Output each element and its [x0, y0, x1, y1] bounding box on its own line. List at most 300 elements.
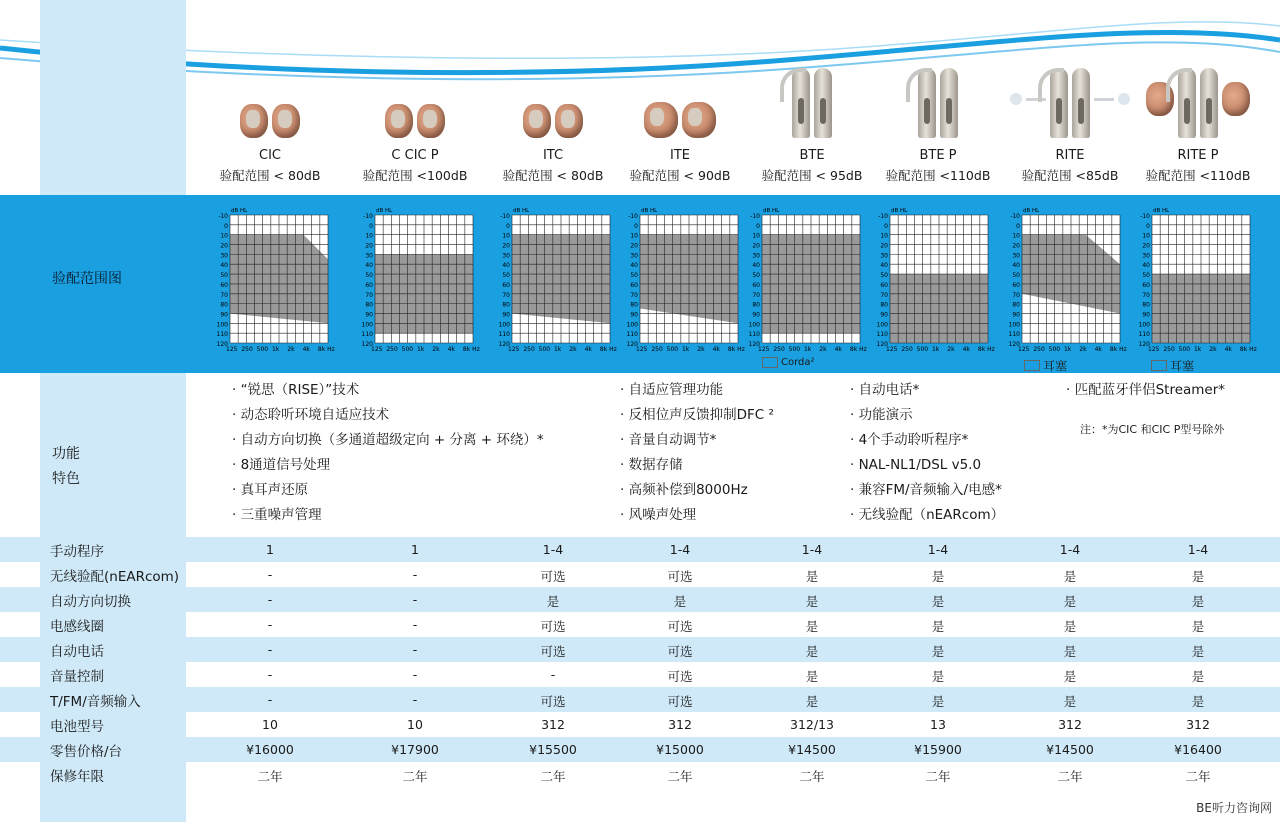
y-tick-label: 90 — [752, 311, 760, 319]
table-cell: 是 — [1063, 594, 1077, 609]
table-cell: 是 — [805, 594, 819, 609]
hearing-aid-image — [350, 60, 480, 138]
hearing-aid-image — [1005, 60, 1135, 138]
table-cell: 可选 — [540, 694, 566, 709]
table-cell: 可选 — [540, 619, 566, 634]
y-tick-label: 80 — [502, 301, 510, 309]
features-note: 注：*为CIC 和CIC P型号除外 — [1080, 423, 1225, 436]
y-tick-label: 20 — [220, 242, 228, 250]
y-tick-label: 20 — [630, 242, 638, 250]
audiogram-5 — [872, 205, 1000, 355]
y-tick-label: 20 — [502, 242, 510, 250]
product-name: C CIC P — [391, 148, 439, 163]
y-tick-label: 10 — [752, 232, 760, 240]
y-tick-label: 10 — [502, 232, 510, 240]
feature-item: · 风噪声处理 — [620, 507, 697, 523]
y-tick-label: 70 — [630, 291, 638, 299]
table-cell: 是 — [1191, 694, 1205, 709]
x-tick-label: 500 — [666, 346, 679, 353]
table-cell: - — [550, 667, 556, 682]
hearing-aid-image — [488, 60, 618, 138]
hearing-aid-image — [615, 60, 745, 138]
audiogram-2 — [494, 205, 622, 355]
table-cell: 10 — [407, 717, 423, 732]
table-cell: 是 — [1063, 669, 1077, 684]
table-cell: 是 — [673, 594, 687, 609]
y-tick-label: 50 — [220, 272, 228, 280]
table-cell: - — [412, 692, 418, 707]
table-cell: 可选 — [667, 694, 693, 709]
table-cell: 是 — [1063, 644, 1077, 659]
table-cell: 二年 — [667, 769, 693, 784]
feature-item: · 自适应管理功能 — [620, 382, 724, 398]
y-tick-label: 70 — [752, 291, 760, 299]
y-tick-label: -10 — [750, 213, 760, 220]
feature-item: · 反相位声反馈抑制DFC ² — [620, 407, 774, 423]
y-tick-label: 0 — [1016, 222, 1020, 230]
unit-label: dB HL — [376, 208, 393, 214]
row-label: 手动程序 — [50, 544, 104, 560]
y-tick-label: 80 — [880, 301, 888, 309]
table-cell: 312 — [1058, 717, 1082, 732]
y-tick-label: 30 — [630, 252, 638, 260]
y-tick-label: 60 — [502, 281, 510, 289]
x-tick-label: 250 — [651, 346, 663, 353]
table-cell: ¥15900 — [914, 742, 962, 757]
x-tick-label: 1k — [931, 346, 940, 353]
y-tick-label: 70 — [365, 291, 373, 299]
table-cell: 是 — [931, 569, 945, 584]
y-tick-label: 100 — [1138, 321, 1150, 329]
table-cell: 1-4 — [1059, 542, 1081, 557]
x-tick-label: 2k — [947, 346, 955, 353]
table-row — [0, 587, 1280, 612]
audiogram-4 — [744, 205, 872, 355]
product-range: 验配范围 < 95dB — [761, 168, 863, 183]
y-tick-label: 120 — [498, 341, 510, 348]
product-0 — [205, 60, 335, 184]
feature-item: · 音量自动调节* — [620, 432, 717, 448]
y-tick-label: -10 — [500, 213, 510, 220]
y-tick-label: 50 — [1012, 272, 1020, 280]
table-cell: 312 — [541, 717, 565, 732]
y-tick-label: -10 — [628, 213, 638, 220]
y-tick-label: 90 — [630, 311, 638, 319]
feature-item: · 数据存储 — [620, 457, 683, 473]
table-cell: ¥14500 — [1046, 742, 1094, 757]
y-tick-label: 80 — [1142, 301, 1150, 309]
y-tick-label: 120 — [626, 341, 638, 348]
y-tick-label: 80 — [1012, 301, 1020, 309]
legend-earplug-rite: 耳塞 — [1024, 357, 1067, 374]
table-cell: 1-4 — [927, 542, 949, 557]
features-column-4 — [1066, 378, 1225, 403]
table-cell: 可选 — [540, 644, 566, 659]
y-tick-label: 110 — [626, 331, 638, 339]
y-tick-label: 20 — [880, 242, 888, 250]
row-label: 音量控制 — [50, 669, 104, 685]
y-tick-label: 40 — [365, 262, 373, 270]
table-cell: 是 — [1063, 569, 1077, 584]
fitting-range-label: 验配范围图 — [52, 271, 122, 287]
y-tick-label: 0 — [1146, 222, 1150, 230]
y-tick-label: 100 — [748, 321, 760, 329]
legend-box-icon — [1151, 360, 1167, 371]
footer-watermark: BE听力咨询网 — [1196, 801, 1272, 815]
y-tick-label: 10 — [365, 232, 373, 240]
feature-item: · 兼容FM/音频输入/电感* — [850, 482, 1002, 498]
x-tick-label: 125 — [1148, 346, 1160, 353]
table-cell: ¥17900 — [391, 742, 439, 757]
x-tick-label: 500 — [916, 346, 929, 353]
x-tick-label: 500 — [401, 346, 414, 353]
y-tick-label: 10 — [220, 232, 228, 240]
x-tick-label: 250 — [1033, 346, 1045, 353]
x-tick-label: 8k Hz — [849, 346, 867, 353]
x-tick-label: 4k — [584, 346, 592, 353]
table-cell: 13 — [930, 717, 946, 732]
x-tick-label: 2k — [819, 346, 827, 353]
x-tick-label: 1k — [803, 346, 812, 353]
y-tick-label: 10 — [1142, 232, 1150, 240]
x-tick-label: 125 — [636, 346, 648, 353]
hearing-aid-image — [747, 60, 877, 138]
product-name: BTE P — [919, 148, 957, 163]
feature-item: · 真耳声还原 — [232, 482, 309, 498]
y-tick-label: 120 — [1138, 341, 1150, 348]
row-label: T/FM/音频输入 — [50, 694, 141, 710]
x-tick-label: 4k — [1224, 346, 1232, 353]
y-tick-label: 90 — [1012, 311, 1020, 319]
table-cell: 可选 — [667, 669, 693, 684]
product-name: RITE P — [1177, 148, 1219, 163]
y-tick-label: 40 — [880, 262, 888, 270]
feature-item: · “锐思（RISE）”技术 — [232, 382, 360, 398]
x-tick-label: 4k — [302, 346, 310, 353]
x-tick-label: 1k — [1063, 346, 1072, 353]
x-tick-label: 250 — [773, 346, 785, 353]
table-cell: ¥16000 — [246, 742, 294, 757]
x-tick-label: 4k — [712, 346, 720, 353]
y-tick-label: 50 — [1142, 272, 1150, 280]
y-tick-label: 60 — [1142, 281, 1150, 289]
x-tick-label: 500 — [1048, 346, 1061, 353]
product-name: ITE — [670, 148, 690, 163]
table-row — [0, 687, 1280, 712]
x-tick-label: 8k Hz — [462, 346, 480, 353]
table-cell: 是 — [1191, 644, 1205, 659]
table-cell: ¥14500 — [788, 742, 836, 757]
x-tick-label: 500 — [788, 346, 801, 353]
x-tick-label: 2k — [1209, 346, 1217, 353]
y-tick-label: 40 — [220, 262, 228, 270]
feature-item: · NAL-NL1/DSL v5.0 — [850, 457, 982, 473]
table-cell: - — [267, 567, 273, 582]
y-tick-label: 30 — [752, 252, 760, 260]
y-tick-label: 40 — [1012, 262, 1020, 270]
y-tick-label: 80 — [365, 301, 373, 309]
table-cell: 是 — [805, 669, 819, 684]
product-range: 验配范围 <110dB — [885, 168, 991, 183]
y-tick-label: 40 — [630, 262, 638, 270]
table-cell: 是 — [931, 594, 945, 609]
x-tick-label: 8k Hz — [599, 346, 617, 353]
y-tick-label: 120 — [876, 341, 888, 348]
x-tick-label: 4k — [1094, 346, 1102, 353]
y-tick-label: 30 — [880, 252, 888, 260]
y-tick-label: 110 — [1008, 331, 1020, 339]
y-tick-label: 0 — [884, 222, 888, 230]
y-tick-label: 110 — [216, 331, 228, 339]
y-tick-label: 60 — [365, 281, 373, 289]
product-name: CIC — [259, 148, 281, 163]
y-tick-label: 90 — [880, 311, 888, 319]
feature-item: · 三重噪声管理 — [232, 507, 322, 523]
unit-label: dB HL — [513, 208, 530, 214]
y-tick-label: 120 — [361, 341, 373, 348]
feature-item: · 高频补偿到8000Hz — [620, 482, 748, 498]
product-2 — [488, 60, 618, 184]
table-cell: 是 — [546, 594, 560, 609]
product-range: 验配范围 < 90dB — [629, 168, 731, 183]
x-tick-label: 125 — [508, 346, 520, 353]
table-cell: - — [267, 592, 273, 607]
y-tick-label: 50 — [365, 272, 373, 280]
feature-item: · 匹配蓝牙伴侣Streamer* — [1066, 382, 1226, 398]
table-cell: 10 — [262, 717, 278, 732]
y-tick-label: 90 — [502, 311, 510, 319]
y-tick-label: 110 — [748, 331, 760, 339]
table-cell: 可选 — [667, 619, 693, 634]
product-1 — [350, 60, 480, 184]
table-cell: 312 — [1186, 717, 1210, 732]
y-tick-label: 40 — [752, 262, 760, 270]
x-tick-label: 125 — [371, 346, 383, 353]
table-cell: 是 — [805, 619, 819, 634]
table-cell: ¥15000 — [656, 742, 704, 757]
y-tick-label: 90 — [220, 311, 228, 319]
table-cell: - — [412, 642, 418, 657]
hearing-aid-image — [205, 60, 335, 138]
table-cell: - — [412, 617, 418, 632]
x-tick-label: 4k — [962, 346, 970, 353]
product-4 — [747, 60, 877, 184]
feature-item: · 4个手动聆听程序* — [850, 432, 969, 448]
x-tick-label: 8k Hz — [727, 346, 745, 353]
table-cell: 是 — [931, 669, 945, 684]
row-label: 自动方向切换 — [50, 594, 131, 610]
x-tick-label: 8k Hz — [977, 346, 995, 353]
table-cell: 是 — [1191, 619, 1205, 634]
y-tick-label: 80 — [752, 301, 760, 309]
x-tick-label: 2k — [697, 346, 705, 353]
legend-box-icon — [1024, 360, 1040, 371]
y-tick-label: 80 — [220, 301, 228, 309]
x-tick-label: 125 — [226, 346, 238, 353]
table-cell: - — [267, 667, 273, 682]
y-tick-label: 30 — [1012, 252, 1020, 260]
table-cell: 是 — [1063, 619, 1077, 634]
y-tick-label: 50 — [880, 272, 888, 280]
x-tick-label: 2k — [432, 346, 440, 353]
y-tick-label: 110 — [876, 331, 888, 339]
y-tick-label: 30 — [220, 252, 228, 260]
y-tick-label: 10 — [630, 232, 638, 240]
y-tick-label: 100 — [626, 321, 638, 329]
y-tick-label: 60 — [220, 281, 228, 289]
y-tick-label: 100 — [1008, 321, 1020, 329]
product-range: 验配范围 <110dB — [1145, 168, 1251, 183]
table-row — [0, 762, 1280, 787]
y-tick-label: 40 — [502, 262, 510, 270]
y-tick-label: 70 — [880, 291, 888, 299]
feature-item: · 自动电话* — [850, 382, 920, 398]
feature-item: · 功能演示 — [850, 407, 913, 423]
table-cell: 二年 — [799, 769, 825, 784]
feature-item: · 动态聆听环境自适应技术 — [232, 407, 390, 423]
y-tick-label: 20 — [365, 242, 373, 250]
unit-label: dB HL — [1153, 208, 1170, 214]
y-tick-label: 70 — [502, 291, 510, 299]
product-name: ITC — [542, 148, 564, 163]
y-tick-label: 60 — [1012, 281, 1020, 289]
table-cell: 是 — [931, 644, 945, 659]
table-row — [0, 737, 1280, 762]
y-tick-label: 0 — [224, 222, 228, 230]
row-label: 无线验配(nEARcom) — [50, 569, 180, 585]
table-cell: 是 — [805, 644, 819, 659]
table-cell: 1 — [411, 542, 419, 557]
y-tick-label: 100 — [361, 321, 373, 329]
table-cell: 可选 — [667, 569, 693, 584]
table-cell: 可选 — [540, 569, 566, 584]
table-row — [0, 712, 1280, 737]
y-tick-label: 20 — [752, 242, 760, 250]
y-tick-label: 70 — [1142, 291, 1150, 299]
table-cell: 是 — [931, 694, 945, 709]
table-cell: 是 — [805, 569, 819, 584]
y-tick-label: 120 — [1008, 341, 1020, 348]
x-tick-label: 1k — [271, 346, 280, 353]
y-tick-label: 30 — [502, 252, 510, 260]
x-tick-label: 250 — [523, 346, 535, 353]
y-tick-label: 50 — [630, 272, 638, 280]
y-tick-label: 30 — [1142, 252, 1150, 260]
y-tick-label: 20 — [1012, 242, 1020, 250]
table-row — [0, 537, 1280, 562]
unit-label: dB HL — [641, 208, 658, 214]
y-tick-label: 110 — [361, 331, 373, 339]
hearing-aid-image — [873, 60, 1003, 138]
product-name: BTE — [799, 148, 825, 163]
row-label: 保修年限 — [50, 769, 104, 785]
unit-label: dB HL — [763, 208, 780, 214]
x-tick-label: 250 — [1163, 346, 1175, 353]
y-tick-label: 50 — [752, 272, 760, 280]
feature-item: · 自动方向切换（多通道超级定向 + 分离 + 环绕）* — [232, 432, 544, 448]
table-cell: - — [412, 592, 418, 607]
y-tick-label: -10 — [1140, 213, 1150, 220]
x-tick-label: 125 — [758, 346, 770, 353]
features-column-2 — [620, 378, 774, 528]
y-tick-label: 10 — [880, 232, 888, 240]
table-cell: 312/13 — [790, 717, 834, 732]
y-tick-label: 120 — [216, 341, 228, 348]
x-tick-label: 250 — [901, 346, 913, 353]
table-cell: ¥16400 — [1174, 742, 1222, 757]
row-label: 自动电话 — [50, 644, 104, 660]
feature-item: · 8通道信号处理 — [232, 457, 331, 473]
unit-label: dB HL — [891, 208, 908, 214]
x-tick-label: 250 — [241, 346, 253, 353]
unit-label: dB HL — [231, 208, 248, 214]
legend-corda: Corda² — [762, 357, 815, 368]
x-tick-label: 8k Hz — [1239, 346, 1257, 353]
table-cell: 二年 — [540, 769, 566, 784]
y-tick-label: -10 — [878, 213, 888, 220]
x-tick-label: 1k — [553, 346, 562, 353]
table-cell: 二年 — [402, 769, 428, 784]
audiogram-6 — [1004, 205, 1132, 355]
y-tick-label: 60 — [630, 281, 638, 289]
x-tick-label: 500 — [538, 346, 551, 353]
y-tick-label: 10 — [1012, 232, 1020, 240]
table-cell: 1-4 — [542, 542, 564, 557]
table-cell: 二年 — [1185, 769, 1211, 784]
y-tick-label: 0 — [634, 222, 638, 230]
y-tick-label: 60 — [880, 281, 888, 289]
y-tick-label: 0 — [756, 222, 760, 230]
y-tick-label: 70 — [220, 291, 228, 299]
legend-earplug-ritep: 耳塞 — [1151, 357, 1194, 374]
x-tick-label: 8k Hz — [317, 346, 335, 353]
product-range: 验配范围 < 80dB — [219, 168, 321, 183]
legend-box-icon — [762, 357, 778, 368]
y-tick-label: 90 — [365, 311, 373, 319]
product-7 — [1133, 60, 1263, 184]
table-cell: 二年 — [1057, 769, 1083, 784]
x-tick-label: 2k — [287, 346, 295, 353]
y-tick-label: -10 — [1010, 213, 1020, 220]
table-cell: 可选 — [667, 644, 693, 659]
x-tick-label: 1k — [1193, 346, 1202, 353]
audiogram-1 — [357, 205, 485, 355]
y-tick-label: 70 — [1012, 291, 1020, 299]
x-tick-label: 1k — [416, 346, 425, 353]
y-tick-label: 20 — [1142, 242, 1150, 250]
product-6 — [1005, 60, 1135, 184]
product-name: RITE — [1055, 148, 1085, 163]
table-cell: - — [412, 667, 418, 682]
table-cell: - — [267, 692, 273, 707]
table-cell: 1-4 — [1187, 542, 1209, 557]
y-tick-label: 90 — [1142, 311, 1150, 319]
table-cell: 是 — [1191, 669, 1205, 684]
audiogram-0 — [212, 205, 340, 355]
y-tick-label: 80 — [630, 301, 638, 309]
table-cell: 312 — [668, 717, 692, 732]
y-tick-label: -10 — [218, 213, 228, 220]
x-tick-label: 125 — [1018, 346, 1030, 353]
y-tick-label: 30 — [365, 252, 373, 260]
table-cell: 是 — [1191, 594, 1205, 609]
audiogram-3 — [622, 205, 750, 355]
table-row — [0, 562, 1280, 587]
x-tick-label: 4k — [834, 346, 842, 353]
product-range: 验配范围 <100dB — [362, 168, 468, 183]
product-3 — [615, 60, 745, 184]
y-tick-label: 120 — [748, 341, 760, 348]
